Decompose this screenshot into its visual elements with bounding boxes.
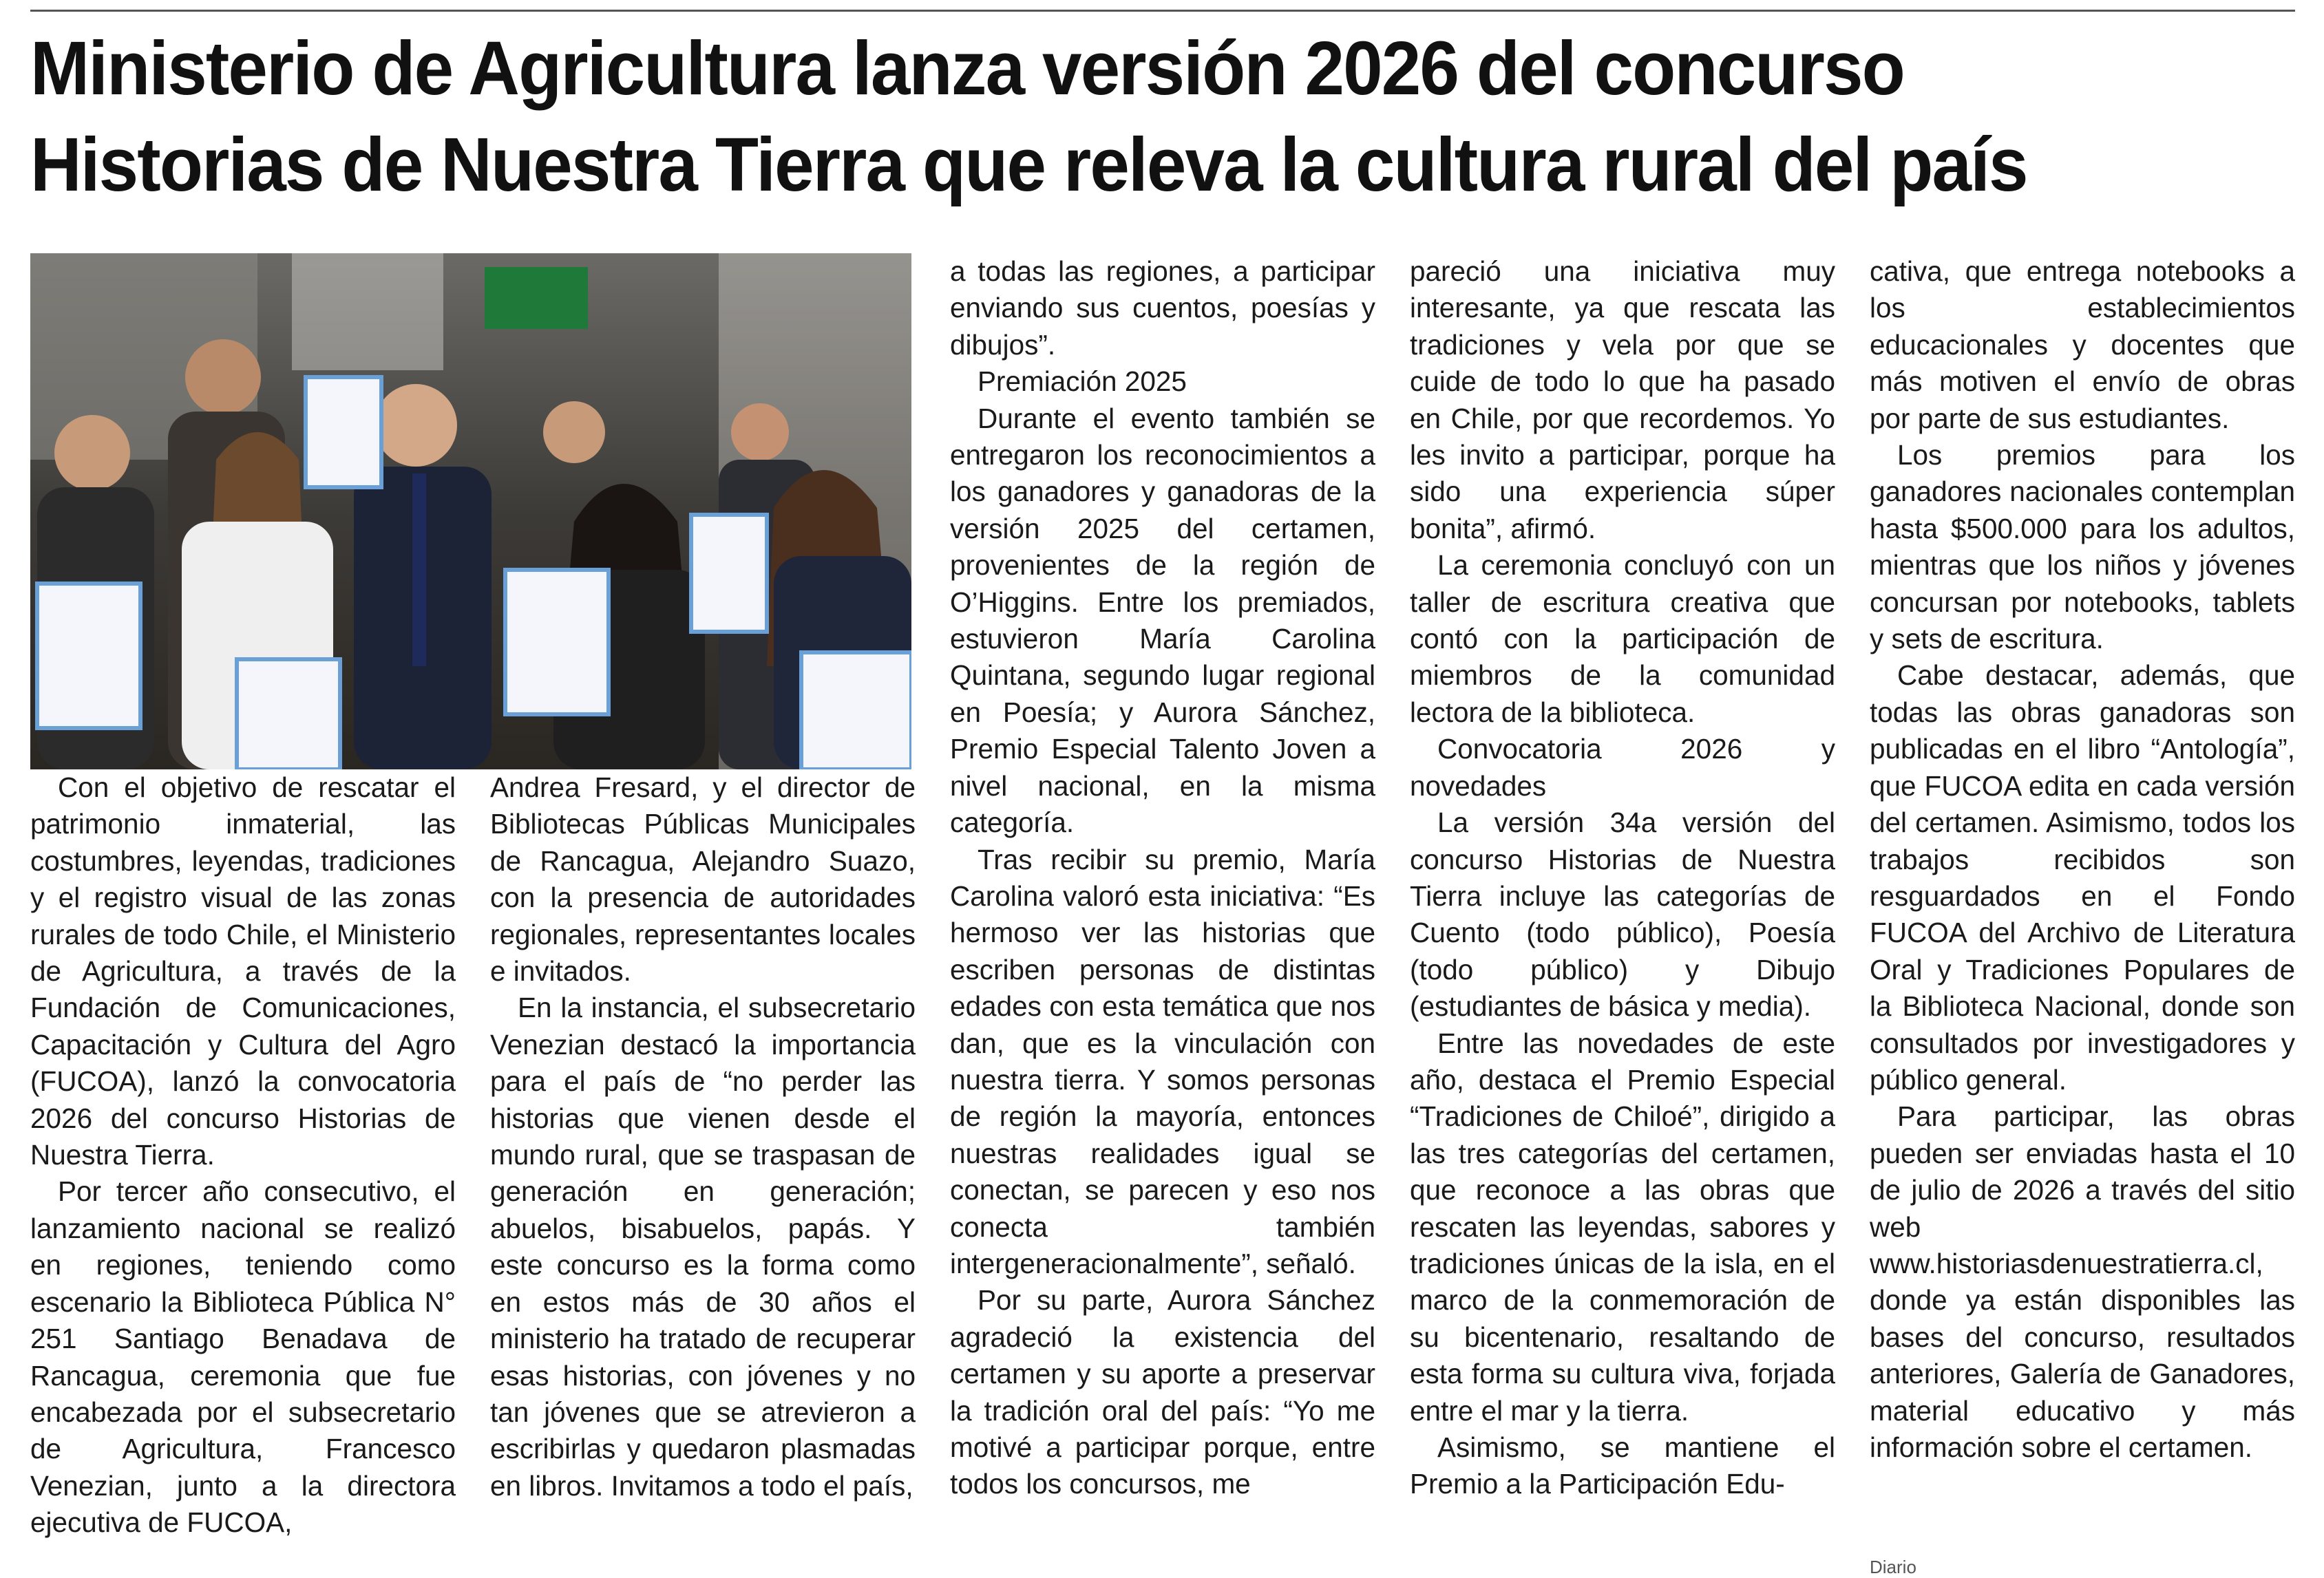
column-1 — [30, 769, 456, 1542]
paragraph: pareció una iniciativa muy interesante, ya que rescata las tradiciones y vela por que se cuide de todo lo que ha pasado en Chile, por que recordemos. Yo les invito a participar, porque ha sido una experiencia súper bonita”, afirmó. — [1410, 255, 1835, 544]
paragraph: Cabe destacar, además, que todas las obras ganadoras son publicadas en el libro “Antología”, que FUCOA edita en cada versión del certamen. Asimismo, todos los trabajos recibidos son resguardados en el Fondo FUCOA del Archivo de Literatura Oral y Tradiciones Populares de la Biblioteca Nacional, donde son consultados por investigadores y público general. — [1870, 659, 2295, 1096]
subheading: Premiación 2025 — [978, 365, 1187, 398]
column-5 — [1870, 253, 2295, 1466]
article-photo — [30, 253, 911, 769]
photo-illustration — [30, 253, 911, 769]
paragraph: Durante el evento también se entregaron los reconocimientos a los ganadores y ganadoras de la versión 2025 del certamen, provenientes de la región de O’Higgins. Entre los premiados, estuvieron María Carolina Quintana, segundo lugar regional en Poesía; y Aurora Sánchez, Premio Especial Talento Joven a nivel nacional, en la misma categoría. — [950, 402, 1375, 839]
paragraph: Andrea Fresard, y el director de Bibliotecas Públicas Municipales de Rancagua, Alejandro Suazo, con la presencia de autoridades regionales, representantes locales e invitados. — [490, 771, 916, 988]
subheading: Convocatoria 2026 y novedades — [1410, 733, 1835, 802]
footer-fragment: Diario — [1870, 1557, 1916, 1577]
exit-sign-icon — [485, 267, 588, 329]
column-2 — [490, 769, 916, 1504]
paragraph: Asimismo, se mantiene el Premio a la Participación Edu- — [1410, 1431, 1835, 1500]
paragraph: Para participar, las obras pueden ser enviadas hasta el 10 de julio de 2026 a través del sitio web www.historiasdenuestratierra.cl, donde ya están disponibles las bases del concurso, resultados anteriores, Galería de Ganadores, material educativo y más información sobre el certamen. — [1870, 1100, 2295, 1463]
column-3 — [950, 253, 1375, 1503]
paragraph: Por tercer año consecutivo, el lanzamiento nacional se realizó en regiones, teniendo como escenario la Biblioteca Pública N° 251 Santiago Benadava de Rancagua, ceremonia que fue encabezada por el subsecretario de Agricultura, Francesco Venezian, junto a la directora ejecutiva de FUCOA, — [30, 1175, 456, 1539]
paragraph: Los premios para los ganadores nacionales contemplan hasta $500.000 para los adultos, mientras que los niños y jóvenes concursan por notebooks, tablets y sets de escritura. — [1870, 439, 2295, 655]
paragraph: La ceremonia concluyó con un taller de escritura creativa que contó con la participación de miembros de la comunidad lectora de la biblioteca. — [1410, 549, 1835, 728]
column-4 — [1410, 253, 1835, 1503]
paragraph: Por su parte, Aurora Sánchez agradeció la existencia del certamen y su aporte a preservar la tradición oral del país: “Yo me motivé a participar porque, entre todos los concursos, me — [950, 1284, 1375, 1500]
paragraph: Entre las novedades de este año, destaca el Premio Especial “Tradiciones de Chiloé”, dirigido a las tres categorías del certamen, que reconoce a las obras que rescaten las leyendas, sabores y tradiciones únicas de la isla, en el marco de la conmemoración de su bicentenario, resaltando de esta forma su cultura viva, forjada entre el mar y la tierra. — [1410, 1027, 1835, 1427]
top-rule — [30, 10, 2295, 12]
paragraph: a todas las regiones, a participar enviando sus cuentos, poesías y dibujos”. — [950, 255, 1375, 361]
paragraph: En la instancia, el subsecretario Venezian destacó la importancia para el país de “no perder las historias que vienen desde el mundo rural, que se traspasan de generación en generación; abuelos, bisabuelos, papás. Y este concurso es la forma como en estos más de 30 años el ministerio ha tratado de recuperar esas historias, con jóvenes y no tan jóvenes que se atrevieron a escribirlas y quedaron plasmadas en libros. Invitamos a todo el país, — [490, 992, 916, 1502]
paragraph: Con el objetivo de rescatar el patrimonio inmaterial, las costumbres, leyendas, tradiciones y el registro visual de las zonas rurales de todo Chile, el Ministerio de Agricultura, a través de la Fundación de Comunicaciones, Capacitación y Cultura del Agro (FUCOA), lanzó la convocatoria 2026 del concurso Historias de Nuestra Tierra. — [30, 771, 456, 1171]
paragraph: La versión 34a versión del concurso Historias de Nuestra Tierra incluye las categorías de Cuento (todo público), Poesía (todo público) y Dibujo (estudiantes de básica y media). — [1410, 807, 1835, 1023]
paragraph: cativa, que entrega notebooks a los establecimientos educacionales y docentes que más motiven el envío de obras por parte de sus estudiantes. — [1870, 255, 2295, 434]
paragraph: Tras recibir su premio, María Carolina valoró esta iniciativa: “Es hermoso ver las historias que escriben personas de distintas edades con esta temática que nos dan, que es la vinculación con nuestra tierra. Y somos personas de región la mayoría, entonces nuestras realidades igual se conectan, se parecen y eso nos conecta también intergeneracionalmente”, señaló. — [950, 843, 1375, 1279]
article-headline: Ministerio de Agricultura lanza versión 2026 del concurso Historias de Nuestra Tierra que releva la cultura rural del país — [30, 26, 2027, 207]
